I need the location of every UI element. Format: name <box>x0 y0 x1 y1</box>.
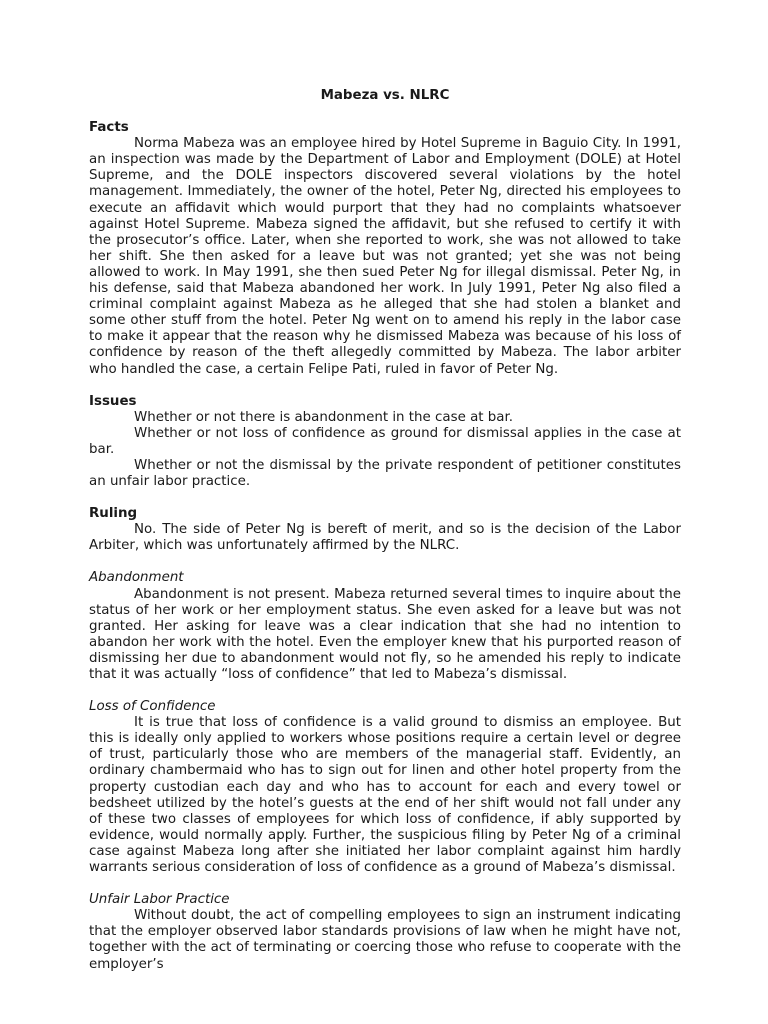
abandonment-heading: Abandonment <box>89 570 184 586</box>
ruling-heading: Ruling <box>89 506 138 522</box>
issue-item-1: Whether or not there is abandonment in the case at bar. <box>134 409 514 425</box>
section-gap <box>89 378 681 394</box>
section-gap <box>89 490 681 506</box>
facts-heading: Facts <box>89 120 129 136</box>
ruling-paragraph: No. The side of Peter Ng is bereft of merit, and so is the decision of the Labor Arbiter, which was unfortunately affirmed by the NLRC. <box>89 522 681 554</box>
abandonment-paragraph: Abandonment is not present. Mabeza returned several times to inquire about the status of her work or her employment status. She even asked for a leave but was not granted. Her asking for leave was a clear indication that she had no intention to abandon her work with the hotel. Even the employer knew that his purported reason of dismissing her due to abandonment would not fly, so he amended his reply to indicate that it was actually “loss of confidence” that led to Mabeza’s dismissal. <box>89 586 681 682</box>
unfair-labor-practice-paragraph: Without doubt, the act of compelling employees to sign an instrument indicating that the employer observed labor standards provisions of law when he might have not, together with the act of terminating or coercing those who refuse to cooperate with the employer’s <box>89 908 681 972</box>
unfair-labor-practice-heading: Unfair Labor Practice <box>89 892 230 908</box>
document-title: Mabeza vs. NLRC <box>320 88 450 103</box>
facts-paragraph: Norma Mabeza was an employee hired by Hotel Supreme in Baguio City. In 1991, an inspection was made by the Department of Labor and Employment (DOLE) at Hotel Supreme, and the DOLE inspectors discovered several violations by the hotel management. Immediately, the owner of the hotel, Peter Ng, directed his employees to execute an affidavit which would purport that they had no complaints whatsoever against Hotel Supreme. Mabeza signed the affidavit, but she refused to certify it with the prosecutor’s office. Later, when she reported to work, she was not allowed to take her shift. She then asked for a leave but was not granted; yet she was not being allowed to work. In May 1991, she then sued Peter Ng for illegal dismissal. Peter Ng, in his defense, said that Mabeza abandoned her work. In July 1991, Peter Ng also filed a criminal complaint against Mabeza as he alleged that she had stolen a blanket and some other stuff from the hotel. Peter Ng went on to amend his reply in the labor case to make it appear that the reason why he dismissed Mabeza was because of his loss of confidence by reason of the theft allegedly committed by Mabeza. The labor arbiter who handled the case, a certain Felipe Pati, ruled in favor of Peter Ng. <box>89 136 681 377</box>
issue-item-2: Whether or not loss of confidence as ground for dismissal applies in the case at bar. <box>89 425 681 457</box>
document-page <box>89 88 681 973</box>
issues-heading: Issues <box>89 393 137 409</box>
loss-of-confidence-heading: Loss of Confidence <box>89 699 216 715</box>
loss-of-confidence-paragraph: It is true that loss of confidence is a valid ground to dismiss an employee. But this is ideally only applied to workers whose positions require a certain level or degree of trust, particularly those who are members of the managerial staff. Evidently, an ordinary chambermaid who has to sign out for linen and other hotel property from the property custodian each day and who has to account for each and every towel or bedsheet utilized by the hotel’s guests at the end of her shift would not fall under any of these two classes of employees for which loss of confidence, if ably supported by evidence, would normally apply. Further, the suspicious filing by Peter Ng of a criminal case against Mabeza long after she initiated her labor complaint against him hardly warrants serious consideration of loss of confidence as a ground of Mabeza’s dismissal. <box>89 715 681 876</box>
section-gap <box>89 683 681 699</box>
issue-item-3: Whether or not the dismissal by the private respondent of petitioner constitutes an unfair labor practice. <box>89 457 681 490</box>
section-gap <box>89 876 681 892</box>
section-gap <box>89 554 681 570</box>
